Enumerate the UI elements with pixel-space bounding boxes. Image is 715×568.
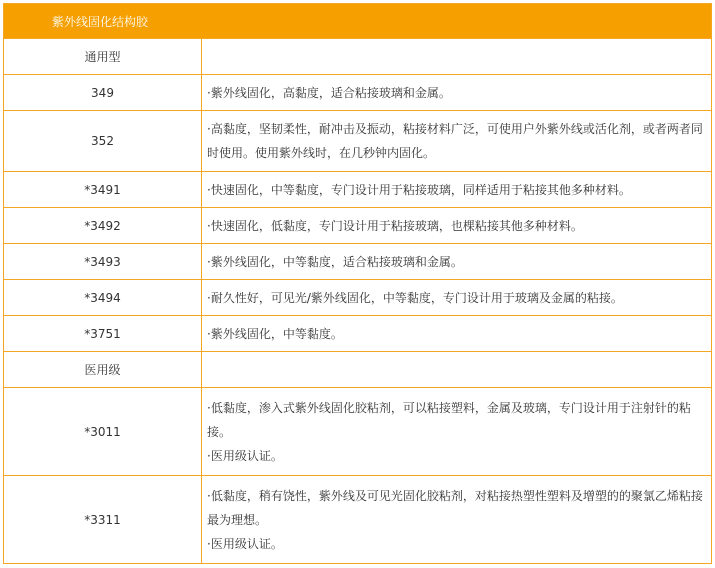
product-description: ·低黏度，渗入式紫外线固化胶粘剂，可以粘接塑料，金属及玻璃，专门设计用于注射针的粘接。 ·医用级认证。 xyxy=(202,388,712,476)
product-description: ·紫外线固化，中等黏度。 xyxy=(202,316,712,352)
product-code: *3311 xyxy=(4,476,202,564)
product-description: ·低黏度，稍有饶性，紫外线及可见光固化胶粘剂，对粘接热塑性塑料及增塑的的聚氯乙烯粘接最为理想。 ·医用级认证。 xyxy=(202,476,712,564)
category-empty-cell xyxy=(202,39,712,75)
table-row xyxy=(4,316,712,352)
product-code: 352 xyxy=(4,111,202,172)
table-row xyxy=(4,172,712,208)
product-description: ·紫外线固化，中等黏度，适合粘接玻璃和金属。 xyxy=(202,244,712,280)
product-code: 349 xyxy=(4,75,202,111)
product-code: *3492 xyxy=(4,208,202,244)
product-description: ·耐久性好，可见光/紫外线固化，中等黏度，专门设计用于玻璃及金属的粘接。 xyxy=(202,280,712,316)
product-code: *3011 xyxy=(4,388,202,476)
category-label: 通用型 xyxy=(4,39,202,75)
category-row-general xyxy=(4,39,712,75)
product-code: *3751 xyxy=(4,316,202,352)
product-code: *3491 xyxy=(4,172,202,208)
product-code: *3494 xyxy=(4,280,202,316)
table-row xyxy=(4,476,712,564)
table-row xyxy=(4,111,712,172)
product-table xyxy=(3,3,712,564)
product-description: ·紫外线固化，高黏度，适合粘接玻璃和金属。 xyxy=(202,75,712,111)
product-description: ·高黏度，坚韧柔性，耐冲击及振动，粘接材料广泛，可使用户外紫外线或活化剂，或者两者同时使用。使用紫外线时，在几秒钟内固化。 xyxy=(202,111,712,172)
table-title: 紫外线固化结构胶 xyxy=(4,4,712,39)
category-row-medical xyxy=(4,352,712,388)
category-label: 医用级 xyxy=(4,352,202,388)
table-row xyxy=(4,244,712,280)
category-empty-cell xyxy=(202,352,712,388)
table-row xyxy=(4,75,712,111)
table-header-row xyxy=(4,4,712,39)
product-description: ·快速固化，低黏度，专门设计用于粘接玻璃，也棵粘接其他多种材料。 xyxy=(202,208,712,244)
product-code: *3493 xyxy=(4,244,202,280)
table-row xyxy=(4,208,712,244)
table-row xyxy=(4,388,712,476)
product-description: ·快速固化，中等黏度，专门设计用于粘接玻璃，同样适用于粘接其他多种材料。 xyxy=(202,172,712,208)
table-row xyxy=(4,280,712,316)
